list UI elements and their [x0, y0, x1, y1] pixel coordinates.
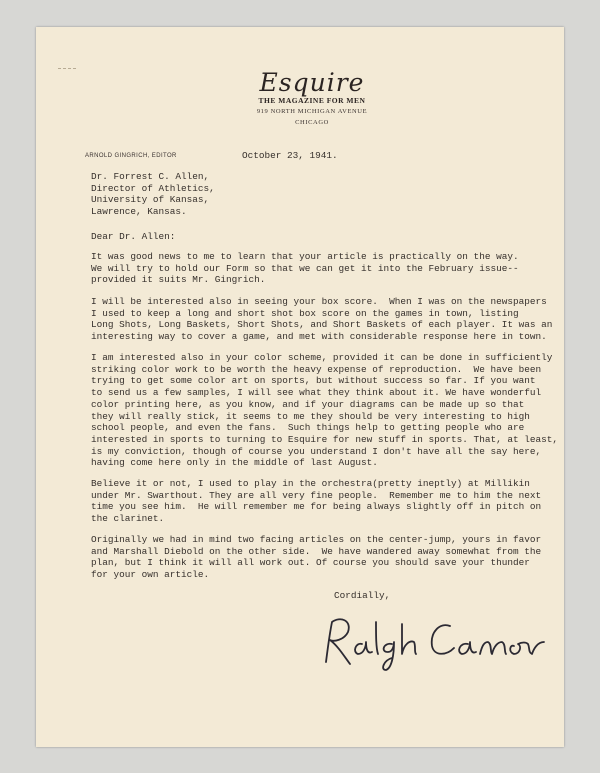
recipient-line: Director of Athletics, [91, 182, 215, 194]
letterhead-tagline: THE MAGAZINE FOR MEN [258, 96, 366, 105]
signature [318, 612, 548, 674]
letterhead [232, 70, 392, 128]
paragraph-2: I will be interested also in seeing your box score. When I was on the newspapers I used to keep a long and short shot box score on the games in town, listing Long Shots, Long Baskets, Short Shots, and Short Baskets of each player. It was an interesting way to cover a game, and met with considerable response here in town. [91, 296, 553, 343]
paper-mark [58, 68, 76, 72]
closing: Cordially, [334, 590, 391, 601]
salutation: Dear Dr. Allen: [91, 231, 176, 242]
recipient-line: Dr. Forrest C. Allen, [91, 171, 210, 182]
paragraph-5: Originally we had in mind two facing articles on the center-jump, yours in favor and Marshall Diebold on the other side. We have wandered away somewhat from the plan, but I think it will all work out. Of course you should save your thunder for your own article. [91, 534, 542, 581]
letterhead-city: CHICAGO [295, 119, 329, 126]
paragraph-1: It was good news to me to learn that your article is practically on the way. We will try to hold our Form so that we can get it into the February issue-- provided it suits Mr. Gingrich. [91, 251, 519, 286]
recipient-line: Lawrence, Kansas. [91, 206, 187, 218]
editor-line: ARNOLD GINGRICH, EDITOR [85, 153, 177, 159]
paragraph-4: Believe it or not, I used to play in the orchestra(pretty ineptly) at Millikin under Mr. Swarthout. They are all very fine people. Remember me to him the next time you see him. He will remember me for being always slightly off in pitch on the clarinet. [91, 478, 542, 525]
recipient-line: University of Kansas, [91, 194, 210, 206]
recipient-address [91, 171, 215, 218]
letterhead-address: 919 NORTH MICHIGAN AVENUE [256, 108, 368, 115]
letter-date: October 23, 1941. [242, 150, 338, 161]
esquire-logo: Esquire [259, 68, 365, 97]
paragraph-3: I am interested also in your color scheme, provided it can be done in sufficiently striking color work to be worth the heavy expense of reproduction. We have been trying to get some color art on sports, but without success so far. If you want to send us a few samples, I will see what they think about it. We have wonderful color printing here, as you know, and if your diagrams can be made up so that they will really stick, it seems to me they should be very interesting to high school people, and even the fans. Such things help to getting people who are interested in sports to turning to Esquire for new stuff in sports. That, at least, is my conviction, though of course you understand I don't have all the say here, having come here only in the middle of last August. [91, 352, 558, 469]
